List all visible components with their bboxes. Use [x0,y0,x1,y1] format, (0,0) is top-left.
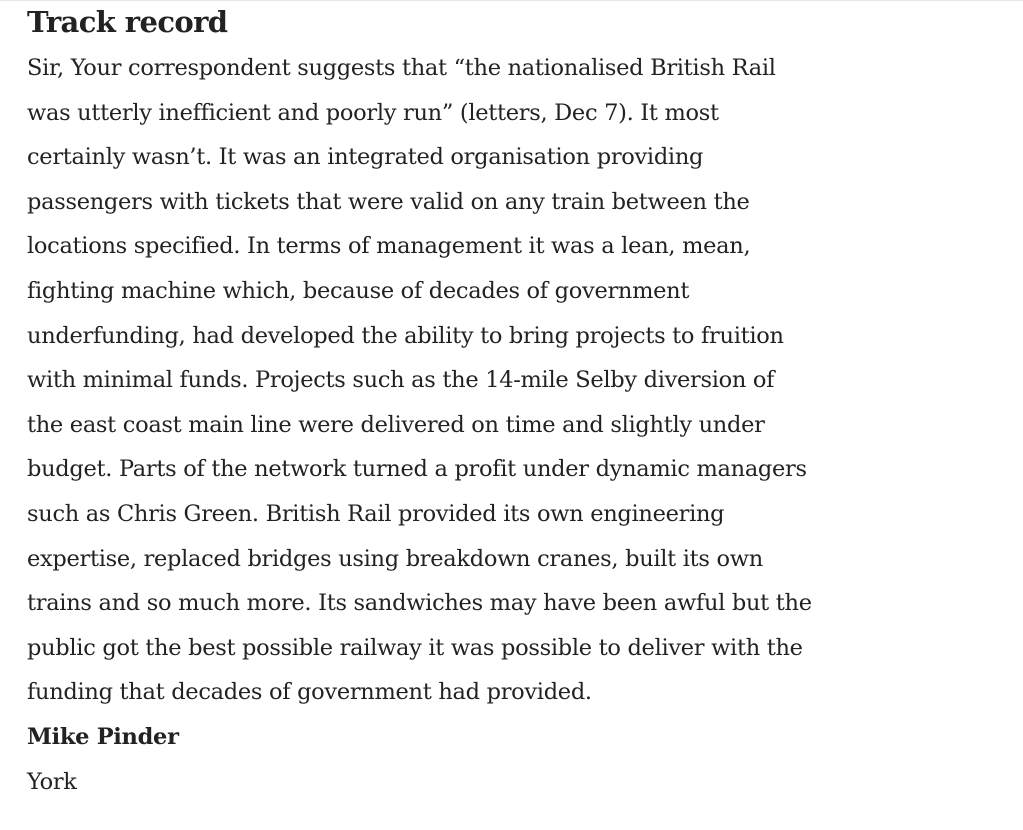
letter-location: York [27,768,77,795]
letter-body-line: public got the best possible railway it was possible to deliver with the [27,634,803,661]
letter-body-line: the east coast main line were delivered on time and slightly under [27,411,765,438]
letter-title: Track record [27,5,228,39]
letter-body-line: with minimal funds. Projects such as the 14-mile Selby diversion of [27,367,775,394]
letter-author: Mike Pinder [27,723,179,750]
letter-body-line: fighting machine which, because of decades of government [27,277,690,304]
letter-body-line: certainly wasn’t. It was an integrated organisation providing [27,144,704,171]
letter-body-line: expertise, replaced bridges using breakdown cranes, built its own [27,545,763,572]
letter-body-line: such as Chris Green. British Rail provided its own engineering [27,500,725,527]
letter-body-line: passengers with tickets that were valid on any train between the [27,188,750,215]
letter-to-editor [27,0,907,804]
letter-body [27,46,907,715]
letter-body-line: locations specified. In terms of management it was a lean, mean, [27,233,751,260]
letter-body-line: budget. Parts of the network turned a profit under dynamic managers [27,456,807,483]
letter-body-line: trains and so much more. Its sandwiches may have been awful but the [27,590,812,617]
letter-body-line: Sir, Your correspondent suggests that “the nationalised British Rail [27,55,776,81]
letter-body-line: underfunding, had developed the ability to bring projects to fruition [27,322,784,349]
letter-body-line: was utterly inefficient and poorly run” (letters, Dec 7). It most [27,99,719,126]
letter-body-line: funding that decades of government had provided. [27,679,592,706]
